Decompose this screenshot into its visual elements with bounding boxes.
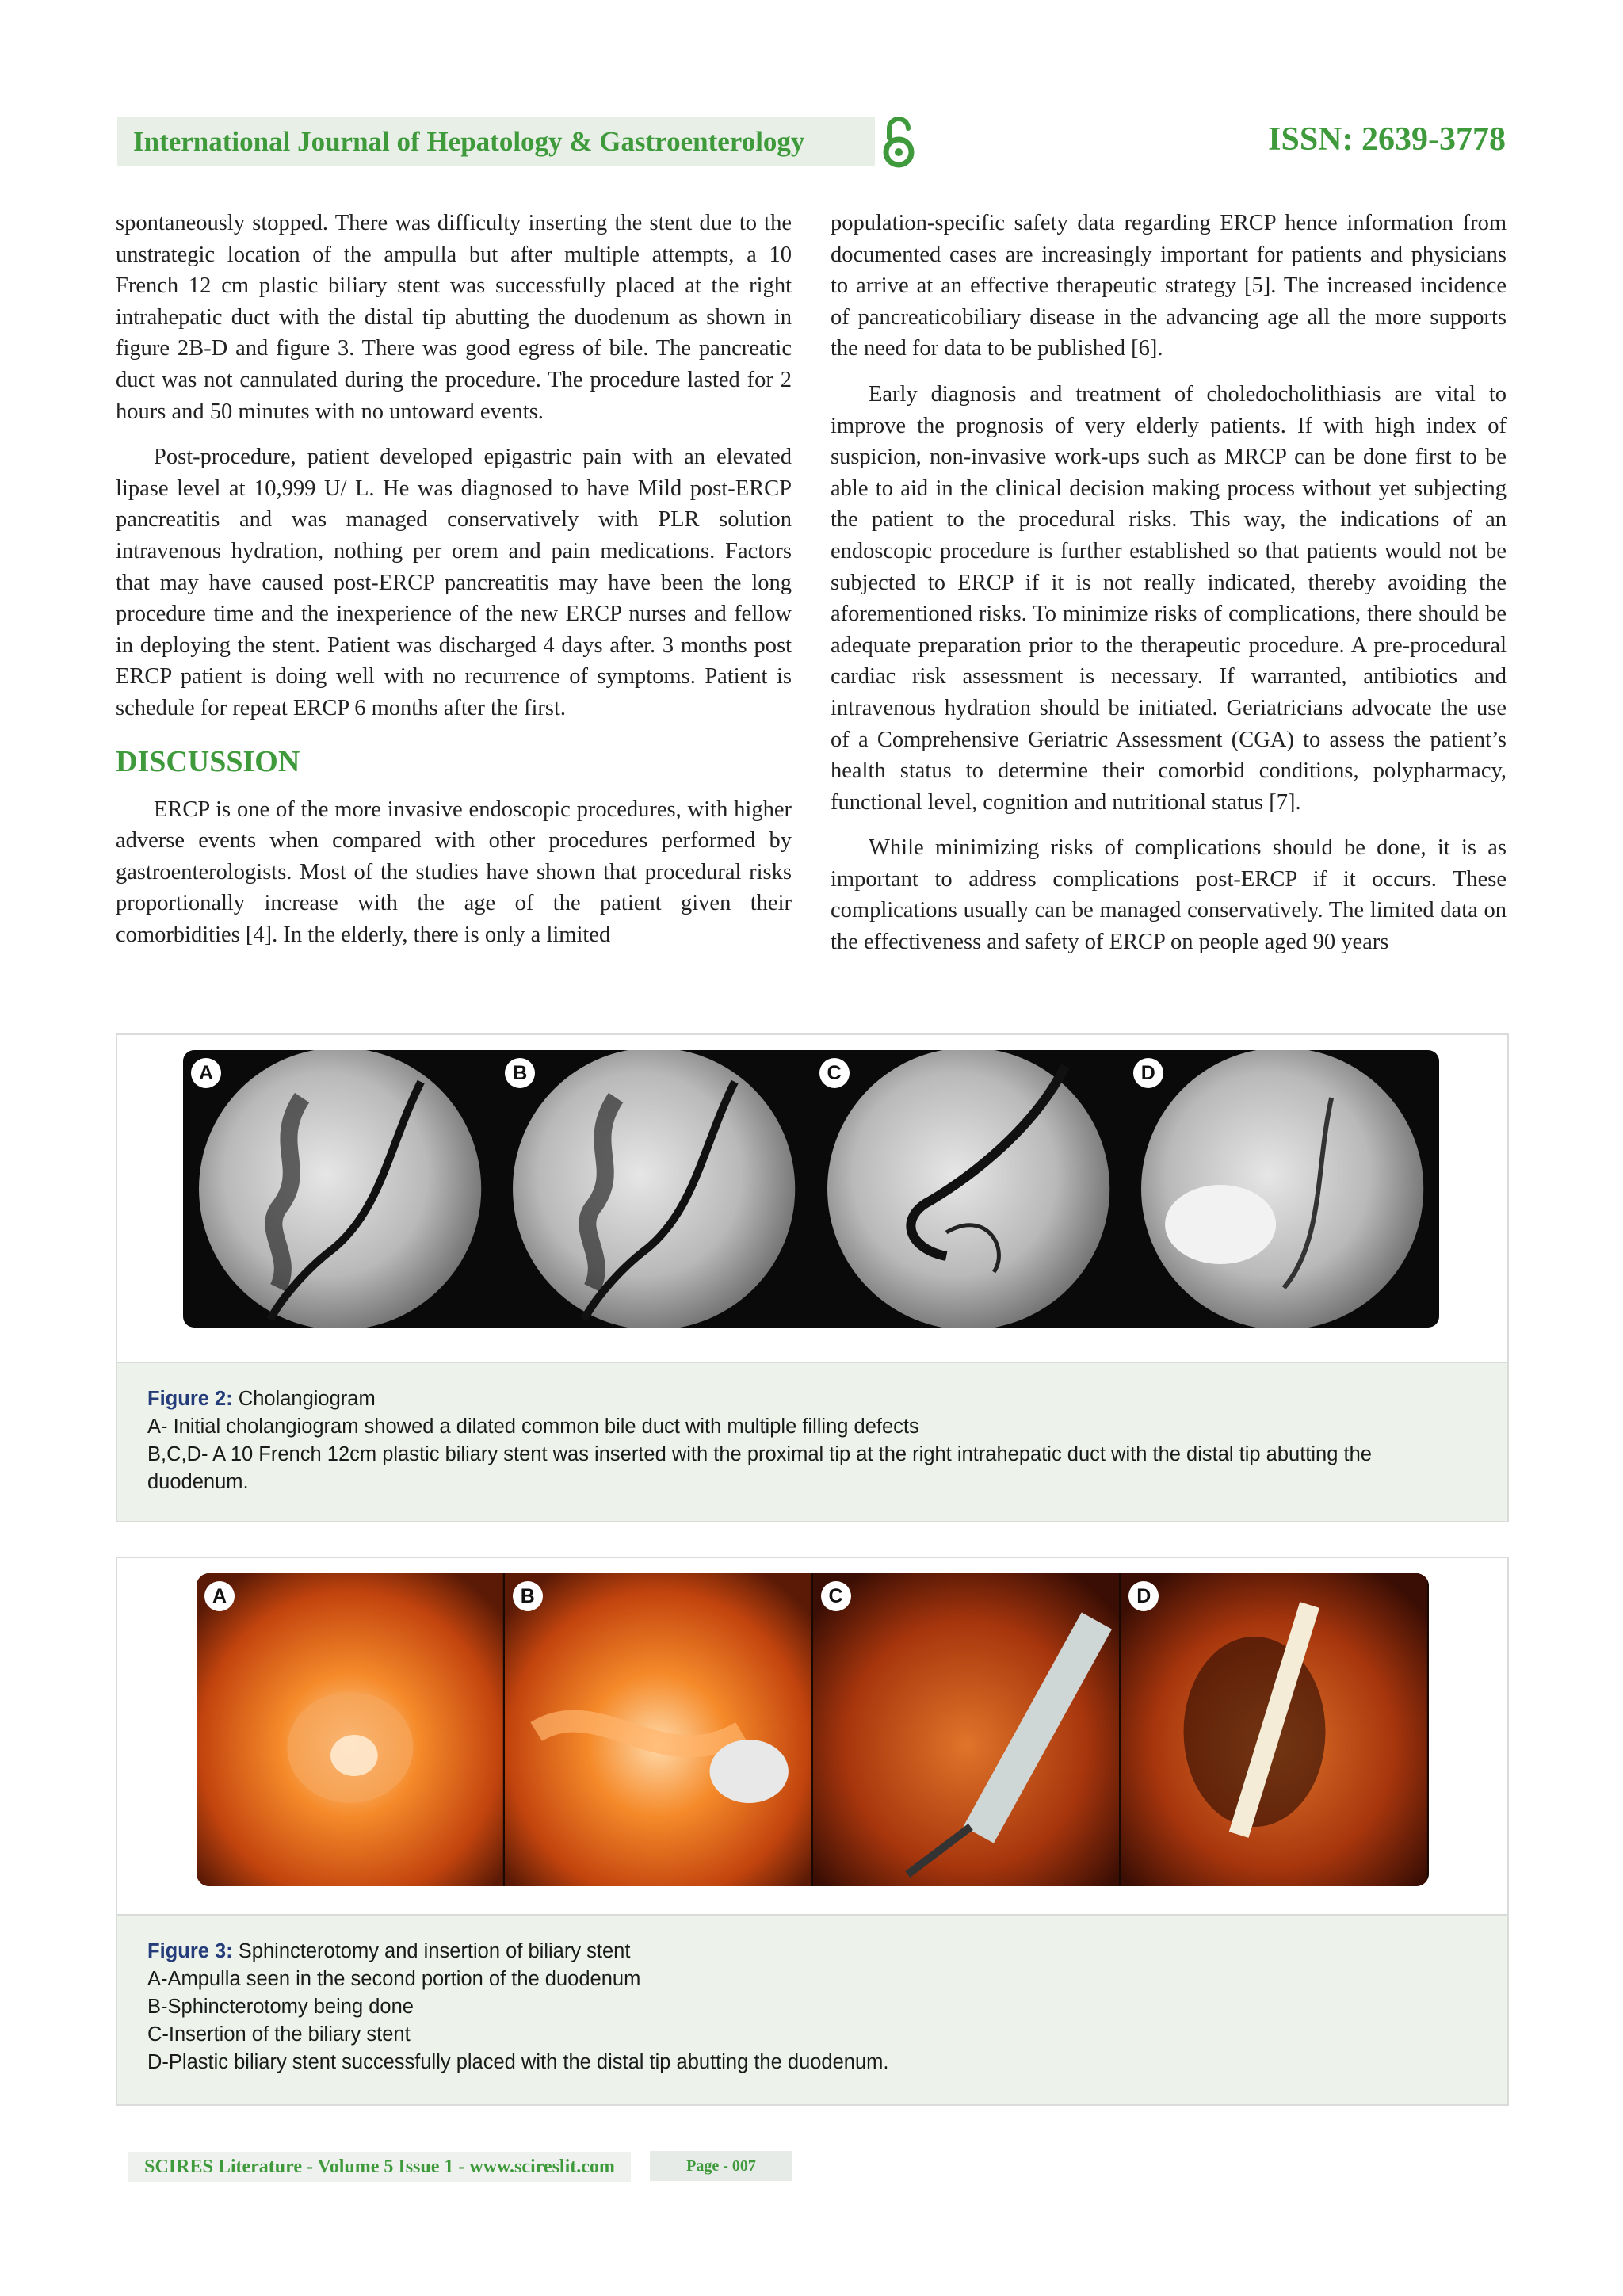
panel-letter: B [513, 1581, 543, 1611]
journal-header-band [117, 117, 875, 166]
cholangiogram-panel-a [183, 1050, 497, 1328]
open-access-icon [880, 116, 918, 171]
paragraph: Post-procedure, patient developed epigastric pain with an elevated lipase level at 10,999 U/ L. He was diagnosed to have Mild post-ERCP pancreatitis and was managed conservatively with PLR solution intravenous hydration, nothing per orem and pain medications. Factors that may have caused post-ERCP pancreatitis may have been the long procedure time and the inexperience of the new ERCP nurses and fellow in deploying the stent. Patient was discharged 4 days after. 3 months post ERCP patient is doing well with no recurrence of symptoms. Patient is schedule for repeat ERCP 6 months after the first. [116, 445, 792, 720]
endoscopy-panel-c [813, 1573, 1121, 1886]
endoscopy-panel-b [505, 1573, 813, 1886]
caption-line: A- Initial cholangiogram showed a dilated common bile duct with multiple filling defects [147, 1415, 919, 1438]
cholangiogram-panel-b [497, 1050, 811, 1328]
paragraph: ERCP is one of the more invasive endoscopic procedures, with higher adverse events when compared with other procedures performed by gastroenterologists. Most of the studies have shown that procedural risks proportionally increase with the age of the patient given their comorbidities [4]. In the elderly, there is only a limited [116, 797, 792, 947]
endoscopy-panel-a [197, 1573, 505, 1886]
panel-letter: B [505, 1058, 535, 1088]
caption-line: A-Ampulla seen in the second portion of the duodenum [147, 1968, 641, 1990]
figure-3-caption [117, 1914, 1507, 2104]
figure-label: Figure 2: [147, 1388, 233, 1410]
cholangiogram-panel-c [812, 1050, 1125, 1328]
panel-letter: C [821, 1581, 851, 1611]
paragraph: population-specific safety data regarding ERCP hence information from documented cases are increasingly important for patients and physicians to arrive at an effective therapeutic strategy [5]. The increased incidence of pancreaticobiliary disease in the advancing age all the more supports the need for data to be published [6]. [831, 211, 1507, 361]
figure-title: Cholangiogram [238, 1388, 376, 1410]
left-column [116, 208, 792, 950]
figure-2-caption [117, 1362, 1507, 1521]
figure-label: Figure 3: [147, 1940, 233, 1962]
panel-letter: D [1128, 1581, 1159, 1611]
figure-title: Sphincterotomy and insertion of biliary stent [238, 1940, 631, 1962]
figure-2-image [183, 1050, 1439, 1328]
panel-letter: C [819, 1058, 850, 1088]
panel-letter: A [191, 1058, 221, 1088]
footer-journal-info: SCIRES Literature - Volume 5 Issue 1 - www.scireslit.com [128, 2152, 631, 2182]
journal-title: International Journal of Hepatology & Gastroenterology [133, 126, 805, 157]
caption-line: D-Plastic biliary stent successfully placed with the distal tip abutting the duodenum. [147, 2051, 889, 2073]
figure-3-image [197, 1573, 1429, 1886]
endoscopy-panel-d [1121, 1573, 1429, 1886]
right-column [831, 208, 1507, 958]
caption-line: C-Insertion of the biliary stent [147, 2023, 411, 2046]
issn: ISSN: 2639-3778 [1268, 121, 1506, 158]
section-heading: DISCUSSION [116, 744, 300, 778]
page-number: Page - 007 [650, 2151, 792, 2181]
paragraph: spontaneously stopped. There was difficulty inserting the stent due to the unstrategic location of the ampulla but after multiple attempts, a 10 French 12 cm plastic biliary stent was successfully placed at the right intrahepatic duct with the distal tip abutting the duodenum as shown in figure 2B-D and figure 3. There was good egress of bile. The pancreatic duct was not cannulated during the procedure. The procedure lasted for 2 hours and 50 minutes with no untoward events. [116, 211, 792, 424]
caption-line: B,C,D- A 10 French 12cm plastic biliary stent was inserted with the proximal tip at the right intrahepatic duct with the distal tip abutting the duodenum. [147, 1443, 1372, 1493]
cholangiogram-panel-d [1125, 1050, 1439, 1328]
paragraph: Early diagnosis and treatment of choledocholithiasis are vital to improve the prognosis of very elderly patients. If with high index of suspicion, non-invasive work-ups such as MRCP can be done first to be able to aid in the clinical decision making process without yet subjecting the patient to the procedural risks. This way, the indications of an endoscopic procedure is further established so that patients would not be subjected to ERCP if it is not really indicated, thereby avoiding the aforementioned risks. To minimize risks of complications, there should be adequate preparation prior to the therapeutic procedure. A pre-procedural cardiac risk assessment is necessary. If warranted, antibiotics and intravenous hydration should be initiated. Geriatricians advocate the use of a Comprehensive Geriatric Assessment (CGA) to assess the patient’s health status to determine their comorbid conditions, polypharmacy, functional level, cognition and nutritional status [7]. [831, 381, 1507, 815]
panel-letter: A [204, 1581, 235, 1611]
caption-line: B-Sphincterotomy being done [147, 1996, 414, 2018]
paragraph: While minimizing risks of complications should be done, it is as important to address complications post-ERCP if it occurs. These complications usually can be managed conservatively. The limited data on the effectiveness and safety of ERCP on people aged 90 years [831, 835, 1507, 955]
panel-letter: D [1133, 1058, 1163, 1088]
